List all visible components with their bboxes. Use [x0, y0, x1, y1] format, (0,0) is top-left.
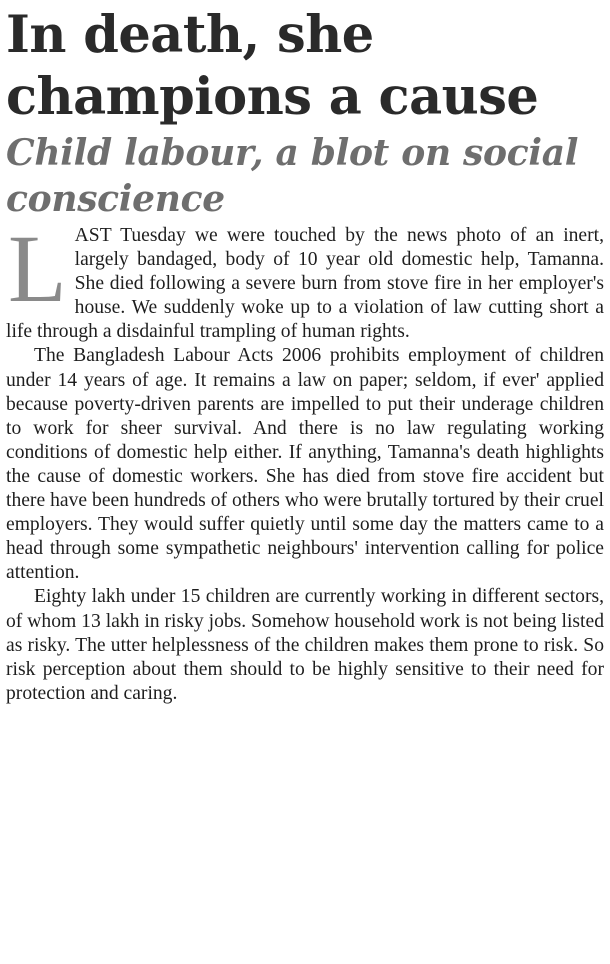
paragraph-2: The Bangladesh Labour Acts 2006 prohibits employment of children under 14 years of age. It remains a law on paper; seldom, if ever' applied because poverty-driven parents are impelled to put their underage children to work for sheer survival. And there is no law regulating working conditions of domestic help either. If anything, Tamanna's death highlights the cause of domestic workers. She has died from stove fire accident but there have been hundreds of others who were brutally tortured by their cruel employers. They would suffer quietly until some day the matters came to a head through some sympathetic neighbours' intervention calling for police attention. [6, 345, 604, 584]
paragraph-1 [6, 215, 604, 344]
paragraph-3: Eighty lakh under 15 children are currently working in different sectors, of whom 13 lakh in risky jobs. Somehow household work is not being listed as risky. The utter helplessness of the children makes them prone to risk. So risk perception about them should to be highly sensitive to their need for protection and caring. [6, 586, 604, 704]
headline: In death, she champions a cause [6, 5, 539, 127]
subheadline: Child labour, a blot on social conscience [6, 132, 579, 220]
article-body [6, 215, 604, 706]
drop-cap: L [8, 215, 67, 322]
paragraph-1-text: AST Tuesday we were touched by the news photo of an inert, largely bandaged, body of 10 year old domestic help, Tamanna. She died following a severe burn from stove fire in her employer's house. We suddenly woke up to a violation of law cutting short a life through a disdainful trampling of human rights. [6, 225, 604, 343]
